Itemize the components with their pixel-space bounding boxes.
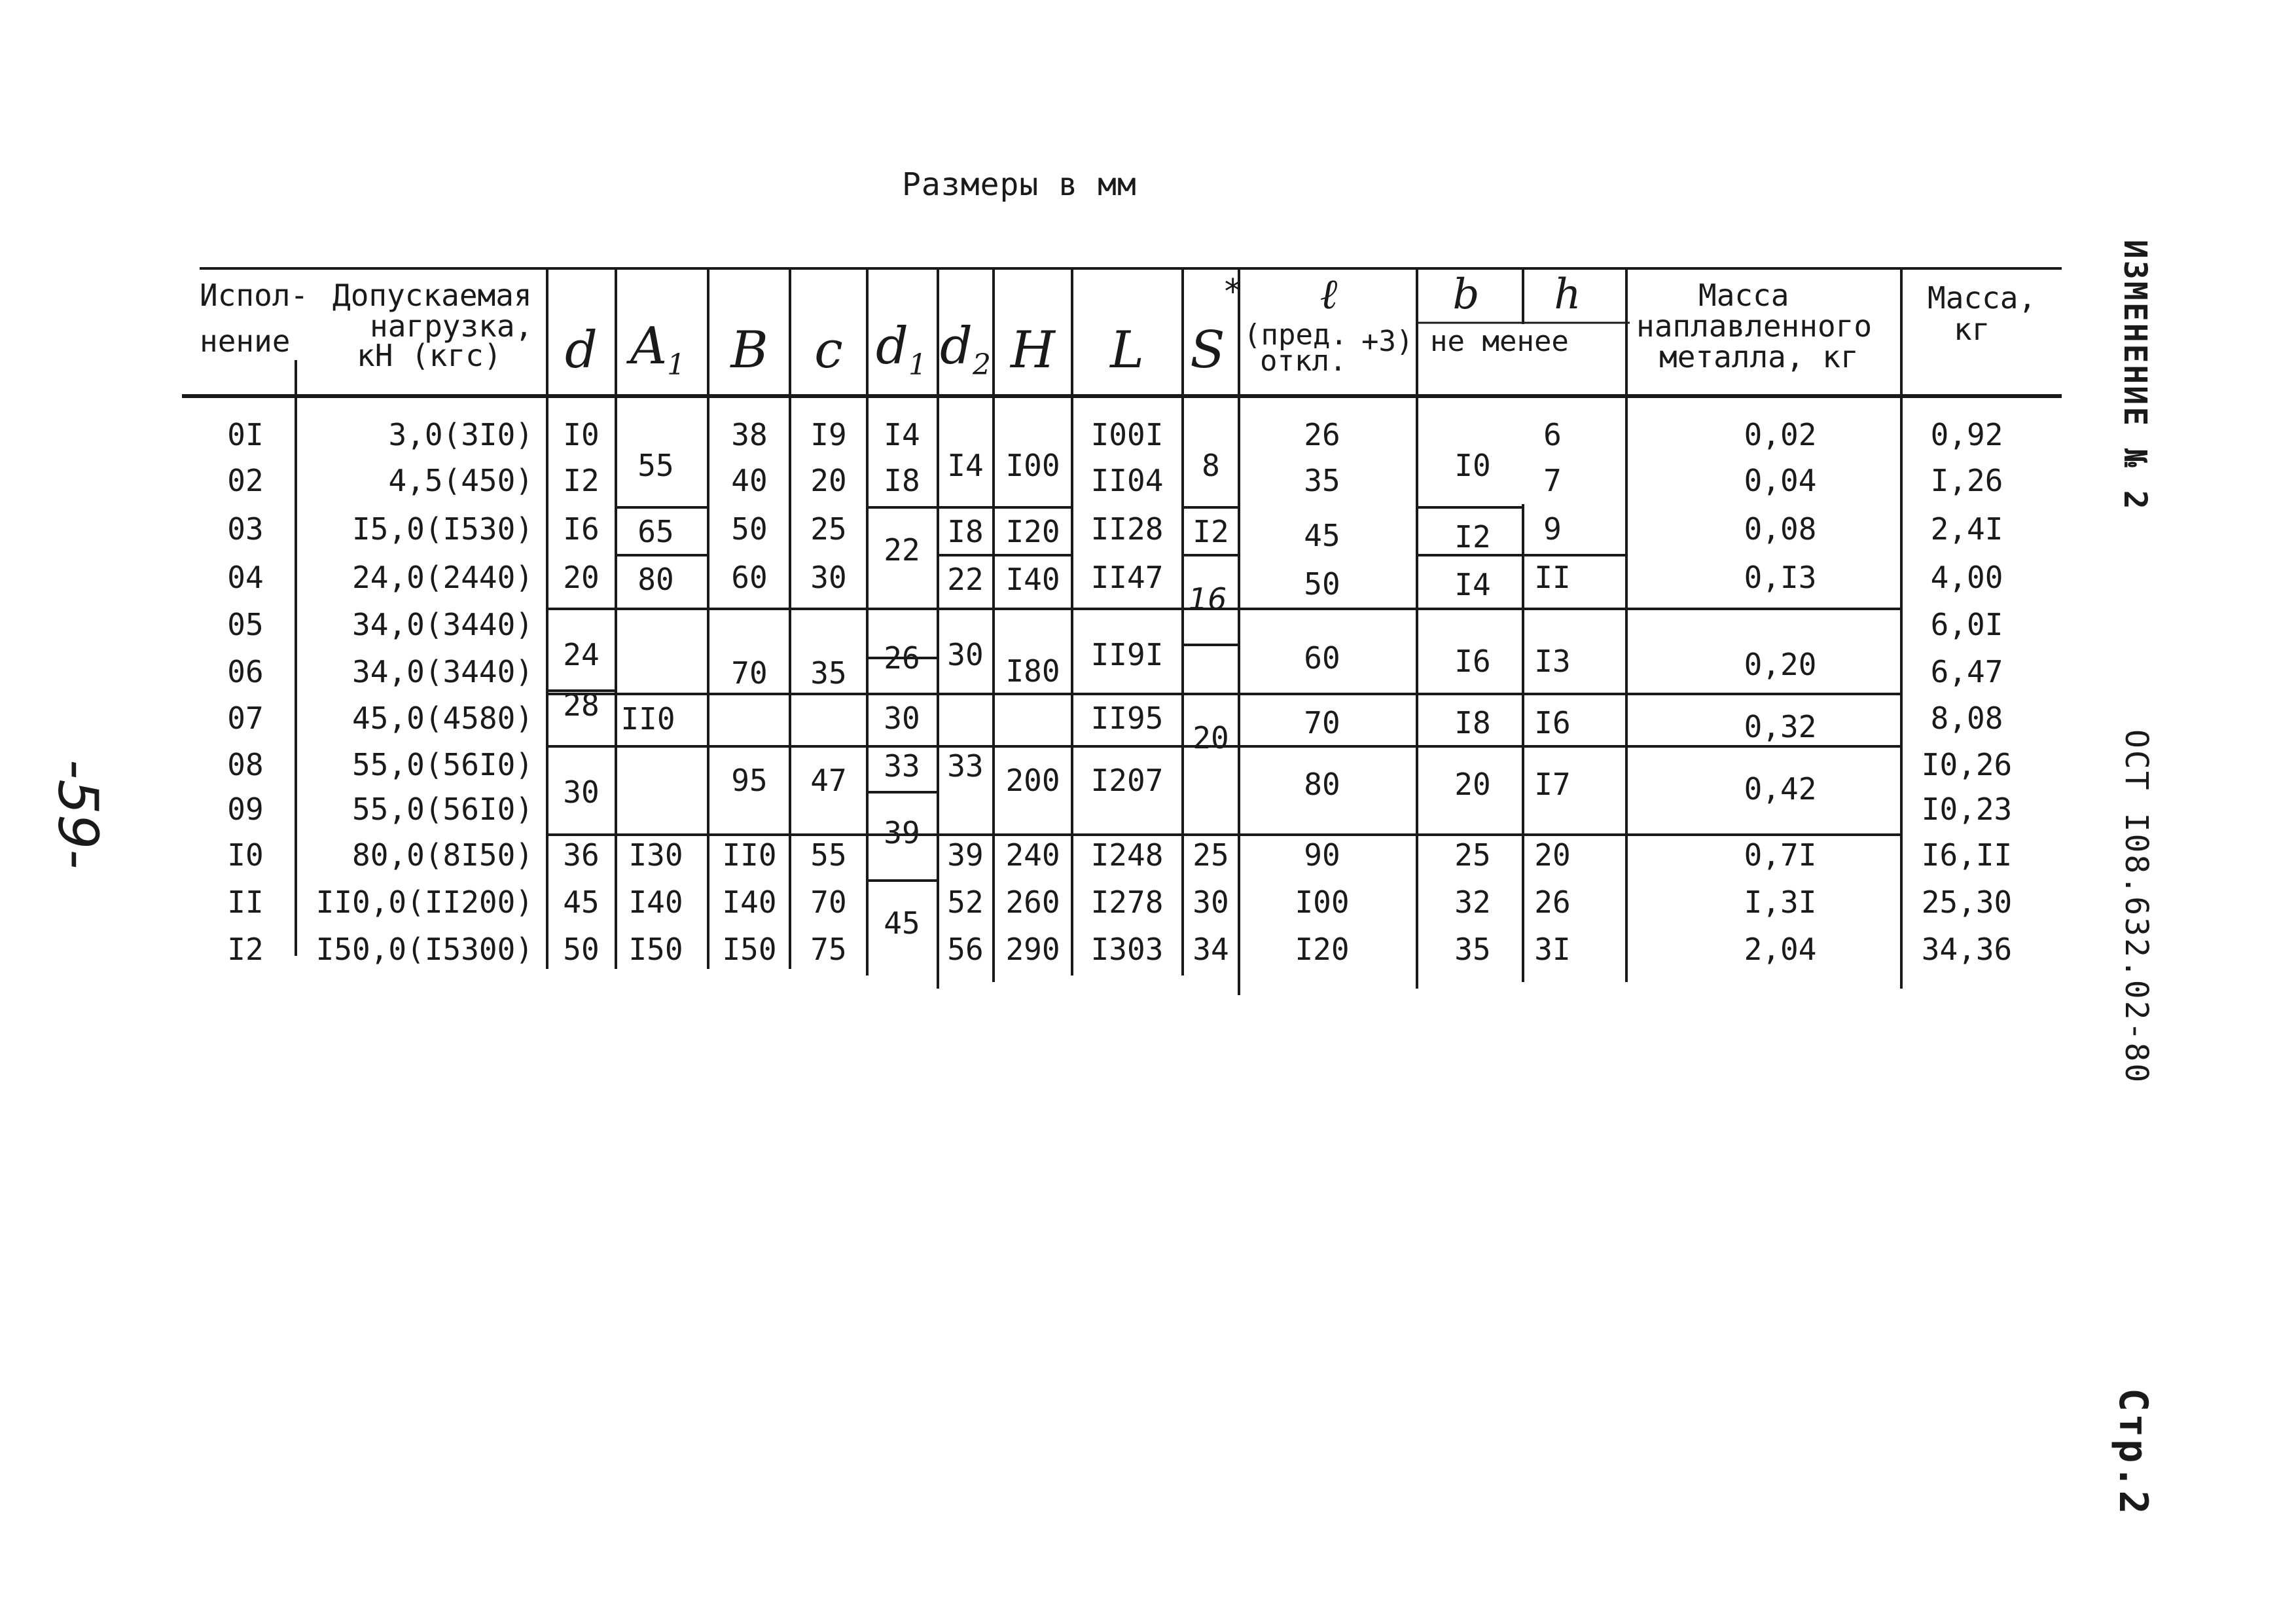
cell-d1-09: 39 [884, 815, 920, 850]
cell-B-row-4: 60 [731, 560, 768, 595]
cell-c-row-2: 20 [810, 463, 847, 498]
cell-isp-row-3: 03 [227, 511, 264, 547]
cell-h-08-09: 200 [1005, 763, 1060, 798]
header-b-small: b [1452, 270, 1480, 319]
header-b: B [730, 321, 768, 380]
cell-mn-row-3: 0,08 [1744, 511, 1817, 547]
cell-a1-01-02: 55 [637, 448, 674, 483]
cell-isp-row-5: 05 [227, 607, 264, 642]
cell-d2-01-02: I4 [947, 448, 984, 483]
header-mass-2: кг [1954, 312, 1990, 347]
cell-nagr-row-12: I50,0(I5300) [315, 932, 533, 967]
cell-c-row-10: 55 [810, 837, 847, 873]
cell-m-row-5: 6,0I [1930, 607, 2003, 642]
cell-c-row-12: 75 [810, 932, 847, 967]
cell-s-04-05: 16 [1188, 581, 1227, 617]
header-a1-sub: 1 [667, 348, 686, 382]
cell-deposit-08-09: 0,42 [1744, 771, 1817, 807]
cell-d-07: 28 [563, 687, 600, 723]
cell-S-row-11: 30 [1193, 884, 1229, 920]
cell-s-03: I2 [1193, 514, 1229, 549]
header-d2 [940, 317, 991, 382]
cell-H-row-11: 260 [1005, 884, 1060, 920]
cell-d-row-1: I0 [563, 417, 600, 452]
cell-d-row-2: I2 [563, 463, 600, 498]
cell-isp-row-2: 02 [227, 463, 264, 498]
cell-h-row-10: 20 [1534, 837, 1571, 873]
cell-nagr-row-11: II0,0(II200) [315, 884, 533, 920]
cell-d-05-06: 24 [563, 637, 600, 672]
cell-d1-08: 33 [884, 748, 920, 784]
header-d1-letter: d [876, 317, 908, 376]
cell-L-row-2: II04 [1090, 463, 1164, 498]
cell-a1-04: 80 [637, 562, 674, 597]
cell-a1-07-09: II0 [620, 701, 675, 737]
standard-number: ОСТ I08.632.02-80 [2118, 729, 2155, 1085]
cell-l-08-09: I207 [1090, 763, 1164, 798]
cell-isp-row-6: 06 [227, 654, 264, 689]
header-load-1: Допускаемая [332, 278, 532, 313]
cell-mn-row-1: 0,02 [1744, 417, 1817, 452]
cell-lsmall-04: 50 [1304, 566, 1340, 602]
cell-S-row-10: 25 [1193, 837, 1229, 873]
cell-h-row-1: 6 [1543, 417, 1562, 452]
cell-nagr-row-8: 55,0(56I0) [352, 747, 533, 782]
header-a1-letter: A [630, 317, 668, 376]
header-d2-letter: d [940, 317, 973, 376]
cell-bsmall-04: I4 [1454, 567, 1491, 602]
cell-c-08-09: 47 [810, 763, 847, 798]
cell-d1-10-12: 45 [884, 905, 920, 941]
cell-isp-row-11: II [227, 884, 264, 920]
cell-A1-row-10: I30 [628, 837, 683, 873]
cell-nagr-row-4: 24,0(2440) [352, 560, 533, 595]
cell-m-row-10: I6,II [1921, 837, 2013, 873]
cell-nagr-row-2: 4,5(450) [388, 463, 533, 498]
header-l-note-plus: +3) [1361, 325, 1414, 358]
header-d1 [876, 317, 927, 382]
cell-bsmall-01-02: I0 [1454, 448, 1491, 483]
cell-d-row-11: 45 [563, 884, 600, 920]
cell-h-04: I40 [1005, 562, 1060, 597]
cell-d-08-09: 30 [563, 775, 600, 810]
cell-c-row-11: 70 [810, 884, 847, 920]
cell-mn-row-11: I,3I [1744, 884, 1817, 920]
cell-mn-row-10: 0,7I [1744, 837, 1817, 873]
cell-m-row-1: 0,92 [1930, 417, 2003, 452]
cell-a1-03: 65 [637, 514, 674, 549]
header-l-note-1: (пред. [1244, 318, 1348, 352]
cell-l-05-06: II9I [1090, 637, 1164, 672]
header-load-2: нагрузка, [370, 308, 533, 344]
cell-hsmall-08-09: I7 [1534, 767, 1571, 802]
cell-m-row-2: I,26 [1930, 463, 2003, 498]
cell-h-row-12: 3I [1534, 932, 1571, 967]
header-s: S [1190, 321, 1225, 380]
cell-hsmall-05-06: I3 [1534, 644, 1571, 679]
cell-d2-05-06: 30 [947, 637, 984, 672]
cell-d1-02: I8 [884, 463, 920, 498]
cell-lsmall-08-09: 80 [1304, 767, 1340, 802]
cell-lsmall-01: 26 [1304, 417, 1340, 452]
cell-L-row-11: I278 [1090, 884, 1164, 920]
cell-lsmall-07: 70 [1304, 705, 1340, 740]
cell-L-row-1: I00I [1090, 417, 1164, 452]
page-caption: Размеры в мм [902, 166, 1137, 203]
cell-m-row-3: 2,4I [1930, 511, 2003, 547]
cell-d2-03: I8 [947, 514, 984, 549]
cell-h-row-4: II [1534, 560, 1571, 595]
cell-nagr-row-9: 55,0(56I0) [352, 792, 533, 827]
cell-m-row-9: I0,23 [1921, 792, 2013, 827]
header-a1 [630, 317, 686, 382]
cell-b-row-12: 35 [1454, 932, 1491, 967]
cell-deposit-05-06: 0,20 [1744, 647, 1817, 682]
cell-isp-row-12: I2 [227, 932, 264, 967]
cell-m-row-12: 34,36 [1921, 932, 2013, 967]
cell-h-05-06: I80 [1005, 653, 1060, 689]
cell-c-row-4: 30 [810, 560, 847, 595]
header-h-small: h [1554, 270, 1581, 319]
cell-isp-row-8: 08 [227, 747, 264, 782]
header-h-height: H [1010, 321, 1056, 380]
cell-d2-row-12: 56 [947, 932, 984, 967]
cell-h-row-2: 7 [1543, 463, 1562, 498]
cell-B-row-12: I50 [722, 932, 777, 967]
cell-d2-04: 22 [947, 562, 984, 597]
cell-B-row-11: I40 [722, 884, 777, 920]
cell-B-row-1: 38 [731, 417, 768, 452]
cell-d1-05-06: 26 [884, 640, 920, 676]
header-d2-sub: 2 [972, 348, 991, 382]
cell-B-row-2: 40 [731, 463, 768, 498]
cell-H-row-10: 240 [1005, 837, 1060, 873]
cell-bsmall-08-09: 20 [1454, 767, 1491, 802]
cell-mn-row-12: 2,04 [1744, 932, 1817, 967]
cell-d2-07-09: 33 [947, 748, 984, 784]
header-ispolnenie-2: нение [200, 323, 291, 359]
cell-bsmall-07: I8 [1454, 705, 1491, 740]
cell-m-row-4: 4,00 [1930, 560, 2003, 595]
sheet-number: Стр.2 [2110, 1388, 2156, 1516]
cell-mn-row-2: 0,04 [1744, 463, 1817, 498]
cell-m-row-11: 25,30 [1921, 884, 2013, 920]
cell-bsmall-03: I2 [1454, 519, 1491, 555]
cell-d-row-3: I6 [563, 511, 600, 547]
cell-B-row-3: 50 [731, 511, 768, 547]
cell-b-row-10: 25 [1454, 837, 1491, 873]
cell-d-row-4: 20 [563, 560, 600, 595]
header-bh-note: не менее [1430, 325, 1569, 358]
header-deposit-mass-1: Масса [1698, 278, 1789, 313]
cell-H-row-12: 290 [1005, 932, 1060, 967]
header-load-3: кН (кгс) [357, 338, 502, 373]
cell-A1-row-11: I40 [628, 884, 683, 920]
cell-m-row-8: I0,26 [1921, 747, 2013, 782]
cell-nagr-row-10: 80,0(8I50) [352, 837, 533, 873]
header-mass-1: Масса, [1928, 280, 2037, 316]
cell-L-row-4: II47 [1090, 560, 1164, 595]
cell-lsmall-05-06: 60 [1304, 640, 1340, 676]
header-deposit-mass-2: наплавленного [1636, 308, 1873, 344]
cell-mn-row-4: 0,I3 [1744, 560, 1817, 595]
header-s-asterisk: * [1223, 272, 1244, 312]
header-ispolnenie-1: Испол- [200, 278, 309, 313]
cell-isp-row-10: I0 [227, 837, 264, 873]
cell-h-03: I20 [1005, 514, 1060, 549]
header-deposit-mass-3: металла, кг [1659, 339, 1859, 374]
cell-h-row-3: 9 [1543, 511, 1562, 547]
header-l-note-2: откл. [1260, 344, 1347, 378]
cell-B-row-10: II0 [722, 837, 777, 873]
cell-lsmall-03: 45 [1304, 518, 1340, 553]
cell-isp-row-1: 0I [227, 417, 264, 452]
cell-m-row-6: 6,47 [1930, 654, 2003, 689]
cell-L-row-10: I248 [1090, 837, 1164, 873]
cell-L-row-3: II28 [1090, 511, 1164, 547]
cell-b-row-11: 32 [1454, 884, 1491, 920]
header-c: c [814, 321, 843, 380]
cell-d-row-10: 36 [563, 837, 600, 873]
cell-c-row-1: I9 [810, 417, 847, 452]
cell-d2-row-11: 52 [947, 884, 984, 920]
cell-l-row-10: 90 [1304, 837, 1340, 873]
cell-m-row-7: 8,08 [1930, 701, 2003, 736]
cell-bsmall-05-06: I6 [1454, 644, 1491, 679]
cell-c-row-3: 25 [810, 511, 847, 547]
cell-isp-row-9: 09 [227, 792, 264, 827]
change-notice-label: ИЗМЕНЕНИЕ № 2 [2117, 240, 2153, 511]
cell-nagr-row-3: I5,0(I530) [352, 511, 533, 547]
cell-nagr-row-5: 34,0(3440) [352, 607, 533, 642]
cell-l-row-12: I20 [1295, 932, 1350, 967]
cell-d2-row-10: 39 [947, 837, 984, 873]
cell-h-01-02: I00 [1005, 448, 1060, 483]
cell-isp-row-4: 04 [227, 560, 264, 595]
header-d: d [565, 321, 598, 380]
cell-l-07: II95 [1090, 701, 1164, 736]
header-l-small: ℓ [1319, 270, 1338, 319]
cell-nagr-row-6: 34,0(3440) [352, 654, 533, 689]
cell-d1-03-04: 22 [884, 532, 920, 568]
cell-s-06-09: 20 [1193, 720, 1229, 756]
cell-d1-01: I4 [884, 417, 920, 452]
header-l-length: L [1110, 321, 1144, 380]
cell-l-row-11: I00 [1295, 884, 1350, 920]
cell-nagr-row-7: 45,0(4580) [352, 701, 533, 736]
cell-b-08-09: 95 [731, 763, 768, 798]
cell-lsmall-02: 35 [1304, 463, 1340, 498]
cell-isp-row-7: 07 [227, 701, 264, 736]
cell-b-05-07: 70 [731, 655, 768, 691]
cell-deposit-07: 0,32 [1744, 709, 1817, 744]
handwritten-page-number: -59- [46, 759, 110, 869]
header-d1-sub: 1 [908, 348, 927, 382]
cell-s-01-02: 8 [1202, 448, 1220, 483]
cell-A1-row-12: I50 [628, 932, 683, 967]
cell-S-row-12: 34 [1193, 932, 1229, 967]
cell-d-row-12: 50 [563, 932, 600, 967]
cell-hsmall-07: I6 [1534, 705, 1571, 740]
cell-c-05-07: 35 [810, 655, 847, 691]
cell-nagr-row-1: 3,0(3I0) [388, 417, 533, 452]
cell-h-row-11: 26 [1534, 884, 1571, 920]
cell-d1-07: 30 [884, 701, 920, 736]
cell-L-row-12: I303 [1090, 932, 1164, 967]
